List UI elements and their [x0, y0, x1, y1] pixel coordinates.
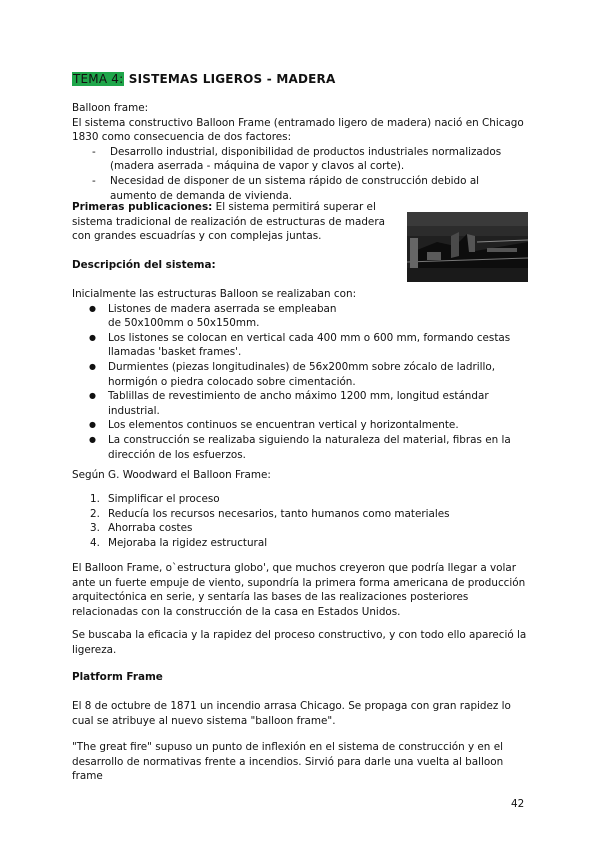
factor-list — [72, 145, 528, 203]
list-item: ● Listones de madera aserrada se empleaban de 50x100mm o 50x150mm. — [72, 302, 344, 331]
list-item: 2. Reducía los recursos necesarios, tanto humanos como materiales — [90, 507, 450, 520]
page-number: 42 — [511, 798, 525, 810]
list-item: 4. Mejoraba la rigidez estructural — [90, 536, 268, 549]
list-item: ● Tablillas de revestimiento de ancho máximo 1200 mm, longitud estándar industrial. — [72, 389, 512, 418]
description-body — [72, 287, 528, 462]
chapter-title — [72, 72, 335, 87]
list-item: 3. Ahorraba costes — [90, 522, 193, 535]
intro-section — [72, 101, 528, 203]
chapter-name: SISTEMAS LIGEROS - MADERA — [128, 72, 336, 86]
platform-heading: Platform Frame — [72, 671, 163, 683]
chapter-tag: TEMA 4: — [73, 72, 124, 86]
woodward-list — [72, 492, 528, 550]
publications-text: El sistema permitirá superar el sistema tradicional de realización de estructuras de madera con grandes escuadrías y con complejas juntas. — [72, 201, 385, 243]
description-list — [72, 302, 512, 463]
platform-paragraph-2: "The great fire" supuso un punto de inflexión en el sistema de construcción y en el desarrollo de normativas frente a incendios. Sirvió para darle una vuelta al balloon frame — [72, 741, 504, 783]
list-item: ● Los listones se colocan en vertical cada 400 mm o 600 mm, formando cestas llamadas 'basket frames'. — [72, 331, 512, 360]
platform-paragraph-1: El 8 de octubre de 1871 un incendio arrasa Chicago. Se propaga con gran rapidez lo cual se atribuye al nuevo sistema "balloon frame". — [72, 700, 511, 727]
intro-label: Balloon frame: — [72, 102, 149, 114]
list-item: ● Durmientes (piezas longitudinales) de 56x200mm sobre zócalo de ladrillo, hormigón o piedra colocado sobre cimentación. — [72, 360, 512, 389]
list-item: 1. Simplificar el proceso — [90, 493, 220, 505]
description-lead: Inicialmente las estructuras Balloon se realizaban con: — [72, 288, 357, 300]
list-item: - Necesidad de disponer de un sistema rápido de construcción debido al aumento de demanda de vivienda. — [72, 174, 528, 203]
globo-paragraph: El Balloon Frame, o`estructura globo', que muchos creyeron que podría llegar a volar ante un fuerte empuje de viento, supondría la primera forma americana de producción arquitectónica en serie, y sentaría las bases de las realizaciones posteriores relacionadas con la construcción de la casa en Estados Unidos. — [72, 562, 526, 618]
woodward-lead: Según G. Woodward el Balloon Frame: — [72, 469, 271, 481]
description-section — [72, 258, 528, 273]
intro-paragraph: El sistema constructivo Balloon Frame (entramado ligero de madera) nació en Chicago 1830 como consecuencia de dos factores: — [72, 116, 524, 144]
woodward-section — [72, 468, 528, 483]
publications-paragraph — [72, 200, 400, 244]
woodward-list-block — [72, 492, 528, 550]
list-item: ● Los elementos continuos se encuentran vertical y horizontalmente. — [72, 418, 512, 433]
description-heading: Descripción del sistema: — [72, 259, 216, 271]
publications-label: Primeras publicaciones: — [72, 201, 213, 213]
list-item: - Desarrollo industrial, disponibilidad de productos industriales normalizados (madera aserrada - máquina de vapor y clavos al corte). — [72, 145, 528, 174]
list-item: ● La construcción se realizaba siguiendo la naturaleza del material, fibras en la dirección de los esfuerzos. — [72, 433, 512, 462]
eficacia-paragraph: Se buscaba la eficacia y la rapidez del proceso constructivo, y con todo ello apareció la ligereza. — [72, 629, 527, 656]
